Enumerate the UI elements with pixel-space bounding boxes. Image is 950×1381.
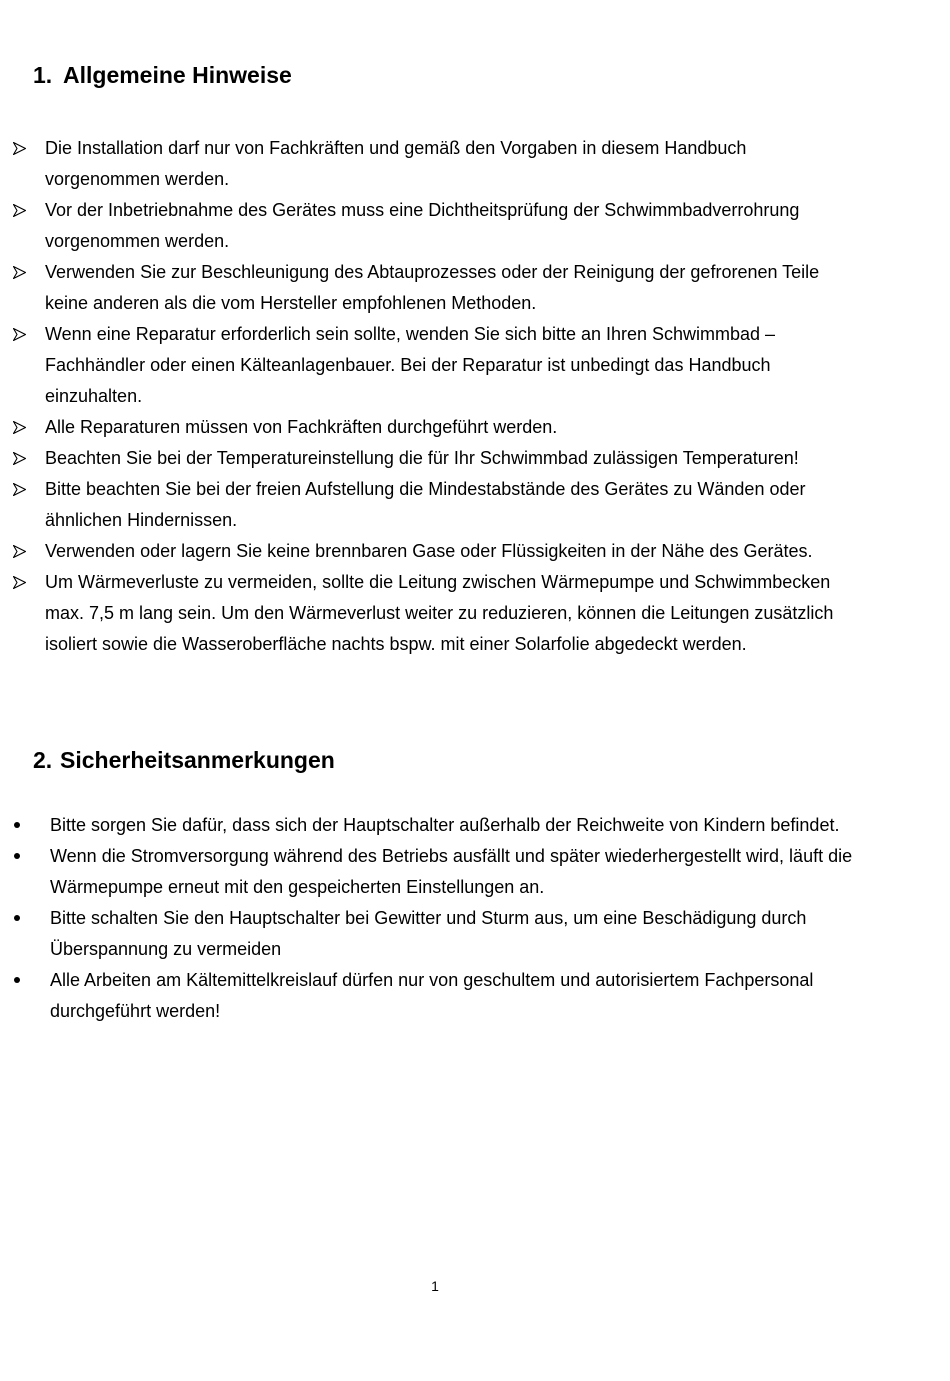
list-item xyxy=(0,841,865,903)
section-1-number: 1. xyxy=(33,62,53,88)
list-item-text: Bitte beachten Sie bei der freien Aufstellung die Mindestabstände des Gerätes zu Wänden oder ähnlichen Hindernissen. xyxy=(45,479,806,530)
list-item-text: Beachten Sie bei der Temperatureinstellung die für Ihr Schwimmbad zulässigen Temperaturen! xyxy=(45,448,799,468)
list-item xyxy=(0,133,865,195)
list-item-text: Vor der Inbetriebnahme des Gerätes muss eine Dichtheitsprüfung der Schwimmbadverrohrung vorgenommen werden. xyxy=(45,200,800,251)
list-item-text: Wenn eine Reparatur erforderlich sein sollte, wenden Sie sich bitte an Ihren Schwimmbad – Fachhändler oder einen Kälteanlagenbauer. Bei der Reparatur ist unbedingt das Handbuch einzuhalten. xyxy=(45,324,776,406)
list-item xyxy=(0,195,865,257)
list-item-text: Wenn die Stromversorgung während des Betriebs ausfällt und später wiederhergestellt wird, läuft die Wärmepumpe erneut mit den gespeicherten Einstellungen an. xyxy=(50,846,853,897)
arrowhead-bullet-icon xyxy=(13,576,26,589)
arrowhead-bullet-icon xyxy=(13,204,26,217)
list-item xyxy=(0,257,865,319)
list-item xyxy=(0,536,865,567)
bullet-dot-icon xyxy=(14,853,20,859)
list-item-text: Alle Arbeiten am Kältemittelkreislauf dürfen nur von geschultem und autorisiertem Fachpersonal durchgeführt werden! xyxy=(50,970,814,1021)
list-item-text: Verwenden Sie zur Beschleunigung des Abtauprozesses oder der Reinigung der gefrorenen Teile keine anderen als die vom Hersteller empfohlenen Methoden. xyxy=(45,262,820,313)
list-item-text: Bitte sorgen Sie dafür, dass sich der Hauptschalter außerhalb der Reichweite von Kindern befindet. xyxy=(50,815,840,835)
list-item xyxy=(0,810,865,841)
arrowhead-bullet-icon xyxy=(13,483,26,496)
page-number: 1 xyxy=(431,1278,439,1294)
list-item xyxy=(0,965,865,1027)
list-item xyxy=(0,903,865,965)
section-1-title: Allgemeine Hinweise xyxy=(63,62,292,88)
bullet-dot-icon xyxy=(14,977,20,983)
bullet-dot-icon xyxy=(14,822,20,828)
section-2-number: 2. xyxy=(33,747,53,773)
list-item xyxy=(0,412,865,443)
list-item-text: Bitte schalten Sie den Hauptschalter bei Gewitter und Sturm aus, um eine Beschädigung durch Überspannung zu vermeiden xyxy=(50,908,807,959)
list-item xyxy=(0,474,865,536)
list-item xyxy=(0,443,865,474)
section-2-heading xyxy=(33,746,335,774)
list-item-text: Die Installation darf nur von Fachkräften und gemäß den Vorgaben in diesem Handbuch vorgenommen werden. xyxy=(45,138,747,189)
arrowhead-bullet-icon xyxy=(13,266,26,279)
list-item-text: Um Wärmeverluste zu vermeiden, sollte die Leitung zwischen Wärmepumpe und Schwimmbecken max. 7,5 m lang sein. Um den Wärmeverlust weiter zu reduzieren, können die Leitungen zusätzlich isoliert sowie die Wasseroberfläche nachts bspw. mit einer Solarfolie abgedeckt werden. xyxy=(45,572,834,654)
arrowhead-bullet-icon xyxy=(13,545,26,558)
section-1-list xyxy=(0,133,865,660)
bullet-dot-icon xyxy=(14,915,20,921)
section-2-list xyxy=(0,810,865,1027)
arrowhead-bullet-icon xyxy=(13,142,26,155)
section-1-heading xyxy=(33,61,292,89)
arrowhead-bullet-icon xyxy=(13,328,26,341)
list-item xyxy=(0,567,865,660)
arrowhead-bullet-icon xyxy=(13,421,26,434)
arrowhead-bullet-icon xyxy=(13,452,26,465)
section-2-title: Sicherheitsanmerkungen xyxy=(60,747,335,773)
list-item-text: Alle Reparaturen müssen von Fachkräften durchgeführt werden. xyxy=(45,417,558,437)
list-item-text: Verwenden oder lagern Sie keine brennbaren Gase oder Flüssigkeiten in der Nähe des Gerätes. xyxy=(45,541,813,561)
list-item xyxy=(0,319,865,412)
